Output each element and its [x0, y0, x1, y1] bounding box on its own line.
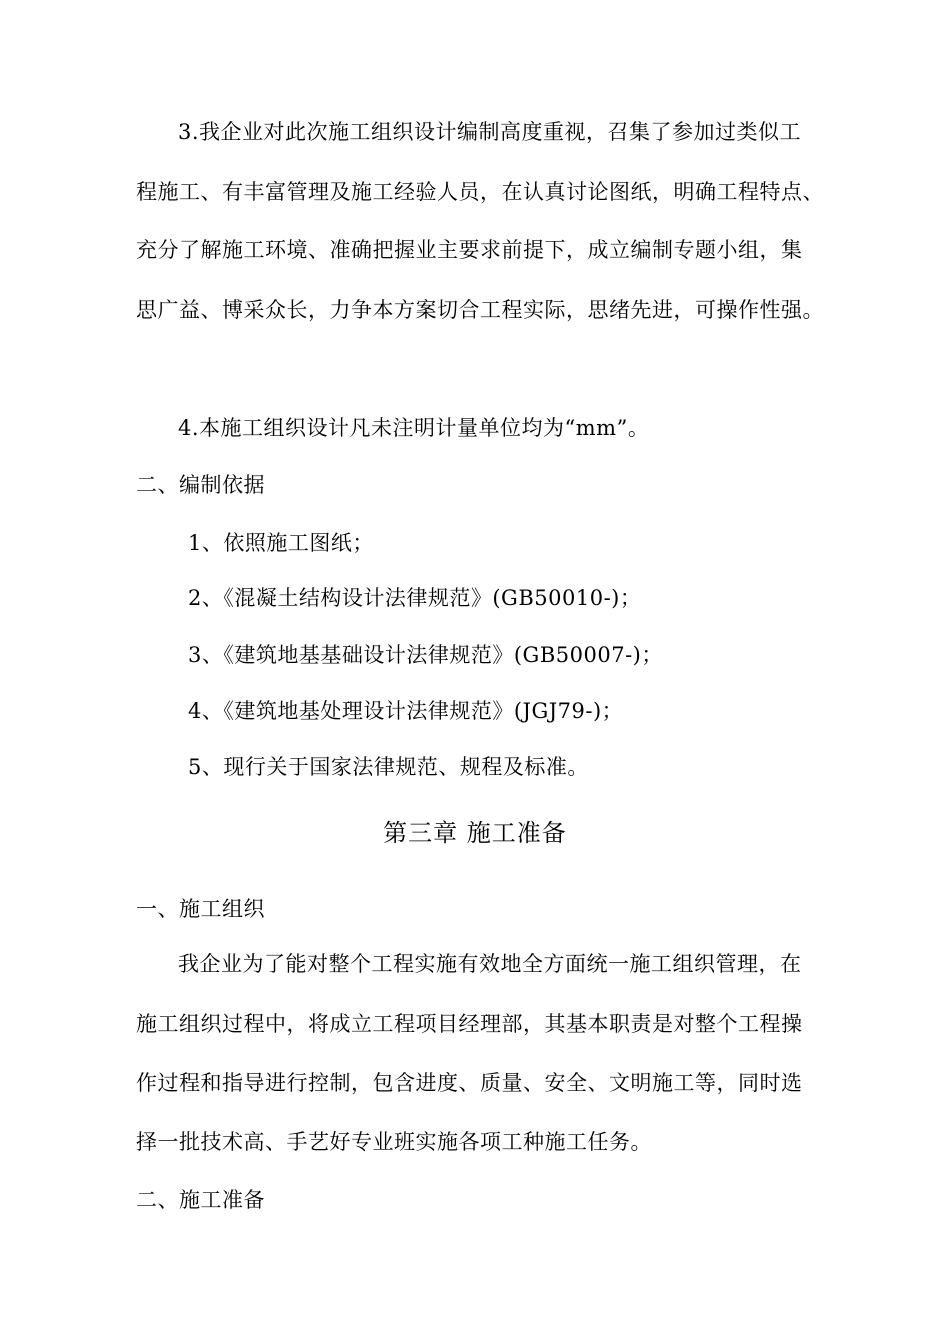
- chapter-title: 第三章 施工准备: [383, 819, 567, 847]
- paragraph-4: 4.本施工组织设计凡未注明计量单位均为“mm”。: [178, 416, 650, 440]
- organization-line-3: 作过程和指导进行控制，包含进度、质量、安全、文明施工等，同时选: [136, 1071, 803, 1095]
- section-heading-organization: 一、施工组织: [136, 897, 265, 921]
- organization-line-2: 施工组织过程中，将成立工程项目经理部，其基本职责是对整个工程操: [136, 1012, 803, 1036]
- paragraph-3-line-1: 3.我企业对此次施工组织设计编制高度重视，召集了参加过类似工: [178, 120, 802, 144]
- section-heading-basis: 二、编制依据: [136, 473, 265, 497]
- basis-item-4: 4、《建筑地基处理设计法律规范》(JGJ79-)；: [188, 699, 624, 723]
- paragraph-3-line-2: 程施工、有丰富管理及施工经验人员，在认真讨论图纸，明确工程特点、: [136, 180, 824, 204]
- basis-item-3: 3、《建筑地基基础设计法律规范》(GB50007-)；: [188, 643, 663, 667]
- organization-line-4: 择一批技术高、手艺好专业班实施各项工种施工任务。: [136, 1130, 652, 1154]
- basis-item-2: 2、《混凝土结构设计法律规范》(GB50010-)；: [188, 586, 642, 610]
- organization-line-1: 我企业为了能对整个工程实施有效地全方面统一施工组织管理，在: [178, 952, 802, 976]
- basis-item-5: 5、现行关于国家法律规范、规程及标准。: [188, 755, 589, 779]
- paragraph-3-line-4: 思广益、博采众长，力争本方案切合工程实际，思绪先进，可操作性强。: [136, 298, 824, 322]
- paragraph-3-line-3: 充分了解施工环境、准确把握业主要求前提下，成立编制专题小组，集: [136, 238, 803, 262]
- basis-item-1: 1、依照施工图纸；: [188, 531, 374, 555]
- section-heading-preparation: 二、施工准备: [136, 1188, 265, 1212]
